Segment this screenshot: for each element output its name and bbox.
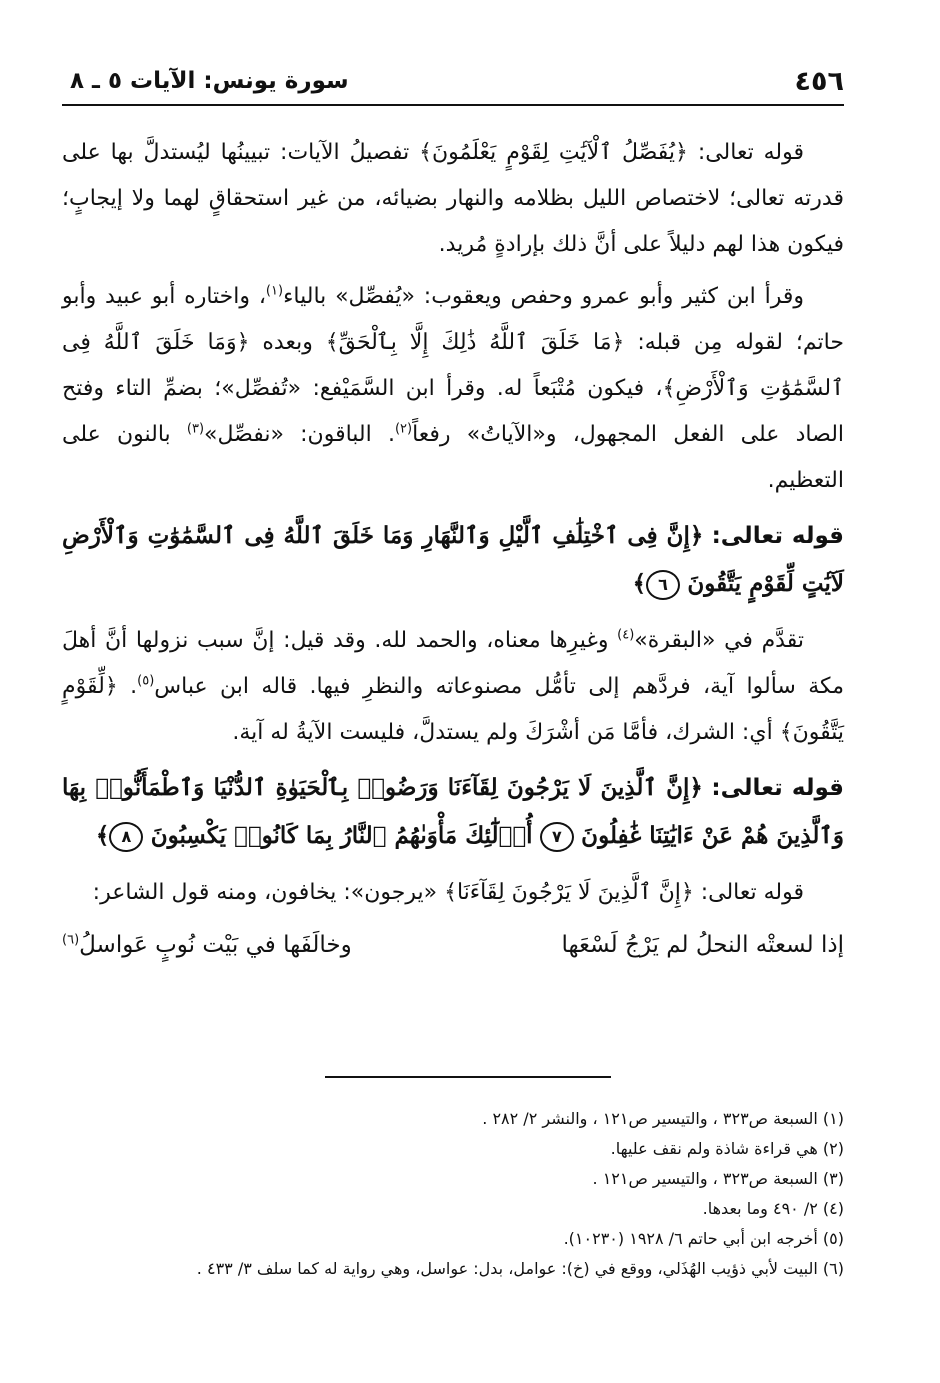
text-segment: . [130,674,138,699]
book-page [62,0,844,1383]
verse-second-hemistich [62,922,352,968]
footnote-3: (٣) السبعة ص٣٢٣ ، والتيسير ص١٢١ . [592,1169,844,1188]
footnote-ref: (٢) [394,421,413,437]
quran-quote: ﴿وَمَا خَلَقَ ٱللَّهُ فِى ٱلسَّمَٰوَٰتِ وَٱلْأَرْضِ﴾ [62,330,844,401]
verse-number-marker: ٦ [646,570,680,600]
quran-verse: أُو۟لَٰٓئِكَ مَأْوَىٰهُمُ ٱلنَّارُ بِمَا كَانُوا۟ يَكْسِبُونَ [150,822,533,849]
footnote-5: (٥) أخرجه ابن أبي حاتم ٦/ ١٩٢٨ (١٠٢٣٠). [563,1229,844,1248]
quran-quote: ﴿مَا خَلَقَ ٱللَّهُ ذَٰلِكَ إِلَّا بِٱلْحَقِّ﴾ [325,330,625,355]
footnote-2: (٢) هي قراءة شاذة ولم نقف عليها. [610,1139,844,1158]
quran-quote: ﴿لِّقَوْمٍ يَتَّقُونَ﴾ [62,674,844,745]
text-segment: ، فيكون مُتْبَعاً له. وقرأ ابن السَّمَيْفع: «تُفصِّل»؛ بضمِّ التاء وفتح الصاد على الفعل المجهول، و«الآياتُ» رفعاً [62,376,845,447]
quran-quote: ﴿إِنَّ ٱلَّذِينَ لَا يَرْجُونَ لِقَآءَنَا﴾ [444,880,694,905]
page-number: ٤٥٦ [794,66,844,97]
paragraph-1 [62,130,844,268]
footnote-ref: (٣) [186,421,205,437]
poetry-verse [62,922,844,968]
main-text [62,130,844,968]
text-segment: بالنون على التعظيم. [62,422,844,493]
quran-verse: ﴿إِنَّ فِى ٱخْتِلَٰفِ ٱلَّيْلِ وَٱلنَّهَارِ وَمَا خَلَقَ ٱللَّهُ فِى ٱلسَّمَٰوَٰتِ وَٱلْأَرْضِ لَآيَٰتٍ لِّقَوْمٍ يَتَّقُونَ [62,522,844,597]
footnotes [62,1104,844,1284]
quran-verse: ﴿إِنَّ ٱلَّذِينَ لَا يَرْجُونَ لِقَآءَنَا وَرَضُوا۟ بِٱلْحَيَوٰةِ ٱلدُّنْيَا وَٱطْمَأَنُّوا۟ بِهَا وَٱلَّذِينَ هُمْ عَنْ ءَايَٰتِنَا غَٰفِلُونَ [62,774,844,849]
running-title: سورة يونس: الآيات ٥ ـ ٨ [70,68,349,94]
paragraph-4 [62,870,844,916]
footnote-ref: (٦) [62,932,80,948]
paragraph-2 [62,274,844,504]
paragraph-3 [62,618,844,756]
text-segment: وقرأ ابن كثير وأبو عمرو وحفص ويعقوب: «يُفصِّل» بالياء [283,284,804,309]
paragraph-text: «يرجون»: يخافون، ومنه قول الشاعر: [92,880,438,905]
verse-heading-1 [62,512,844,608]
footnote-1: (١) السبعة ص٣٢٣ ، والتيسير ص١٢١ ، والنشر ٢/ ٢٨٢ . [482,1109,844,1128]
quran-quote: ﴿يُفَصِّلُ ٱلْآيَٰتِ لِقَوْمٍ يَعْلَمُونَ﴾ [419,140,688,165]
verse-heading-2 [62,764,844,860]
intro-label: قوله تعالى: [700,880,804,905]
footnote-divider [325,1076,611,1078]
heading-label: قوله تعالى: [711,775,844,801]
page-header [62,66,844,106]
text-segment: أي: الشرك، فأمَّا مَن أشْرَكَ ولم يستدلَّ، فليست الآيةُ له آية. [232,720,773,745]
paragraph-text: تفصيلُ الآيات: تبيينُها ليُستدلَّ بها على قدرته تعالى؛ لاختصاص الليل بظلامه والنهار بضيائه، من غير استحقاقٍ لهما ولا إيجابٍ؛ فيكون هذا لهم دليلاً على أنَّ ذلك بإرادةٍ مُريد. [62,140,844,257]
verse-number-marker: ٧ [540,822,574,852]
text-segment: وغيرِها معناه، والحمد لله. وقد قيل: إنَّ سبب نزولها أنَّ أهلَ مكة سألوا آية، فردَّهم إلى تأمُّل مصنوعاته والنظرِ فيها. قاله ابن عباس [62,628,844,699]
close-bracket: ﴾ [632,571,647,597]
close-bracket: ﴾ [95,823,110,849]
footnote-4: (٤) ٢/ ٤٩٠ وما بعدها. [702,1199,844,1218]
text-segment: تقدَّم في «البقرة» [634,628,804,653]
text-segment: ، واختاره أبو عبيد وأبو حاتم؛ لقوله مِن قبله: [62,284,844,355]
text-segment: وبعده [262,330,313,355]
verse-first-hemistich: إذا لسعتْه النحلُ لم يَرْجُ لَسْعَها [561,932,844,958]
heading-label: قوله تعالى: [711,523,844,549]
text-segment: . الباقون: «نفصِّل» [204,422,395,447]
hemistich-text: وخالَفَها في بَيْت نُوبٍ عَواسلُ [79,932,352,958]
footnote-6: (٦) البيت لأبي ذؤيب الهُذَلي، ووقع في (خ): عوامل، بدل: عواسل، وهي رواية له كما سلف ٣/ ٤٣٣ . [196,1259,844,1278]
verse-number-marker: ٨ [109,822,143,852]
footnote-ref: (٤) [617,627,635,643]
intro-label: قوله تعالى: [697,140,805,165]
footnote-ref: (٥) [137,673,155,689]
footnote-ref: (١) [265,283,284,299]
header-divider [62,104,844,106]
